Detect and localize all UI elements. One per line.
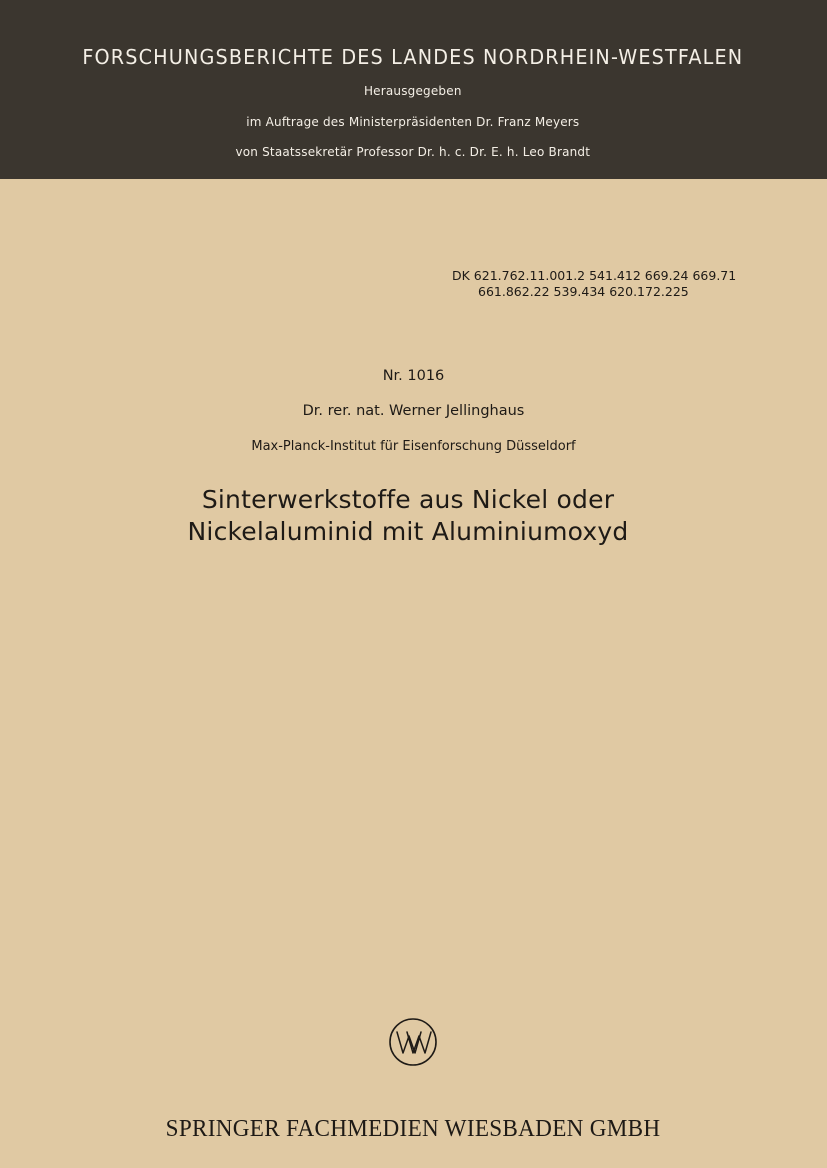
editor-line-herausgegeben: Herausgegeben: [363, 83, 462, 98]
publisher-name: SPRINGER FACHMEDIEN WIESBADEN GMBH: [165, 1116, 661, 1142]
series-title: FORSCHUNGSBERICHTE DES LANDES NORDRHEIN-WESTFALEN: [82, 45, 744, 69]
book-title-line-2: Nickelaluminid mit Aluminiumoxyd: [187, 517, 629, 546]
dk-classification-line-2: 661.862.22 539.434 620.172.225: [478, 284, 689, 299]
editor-line-ministerpraesident: im Auftrage des Ministerpräsidenten Dr. Franz Meyers: [246, 114, 580, 129]
author-institute: Max-Planck-Institut für Eisenforschung Düsseldorf: [251, 439, 576, 454]
series-header-band: [0, 0, 827, 179]
book-title: [0, 484, 816, 548]
author-name: Dr. rer. nat. Werner Jellinghaus: [302, 403, 525, 419]
book-title-line-1: Sinterwerkstoffe aus Nickel oder: [201, 485, 615, 514]
publisher-logo-icon: [388, 1017, 438, 1067]
report-number: Nr. 1016: [382, 368, 445, 384]
dk-classification: [452, 268, 752, 300]
editor-line-staatssekretaer: von Staatssekretär Professor Dr. h. c. Dr. E. h. Leo Brandt: [235, 144, 591, 159]
dk-classification-line-1: DK 621.762.11.001.2 541.412 669.24 669.71: [452, 268, 737, 283]
